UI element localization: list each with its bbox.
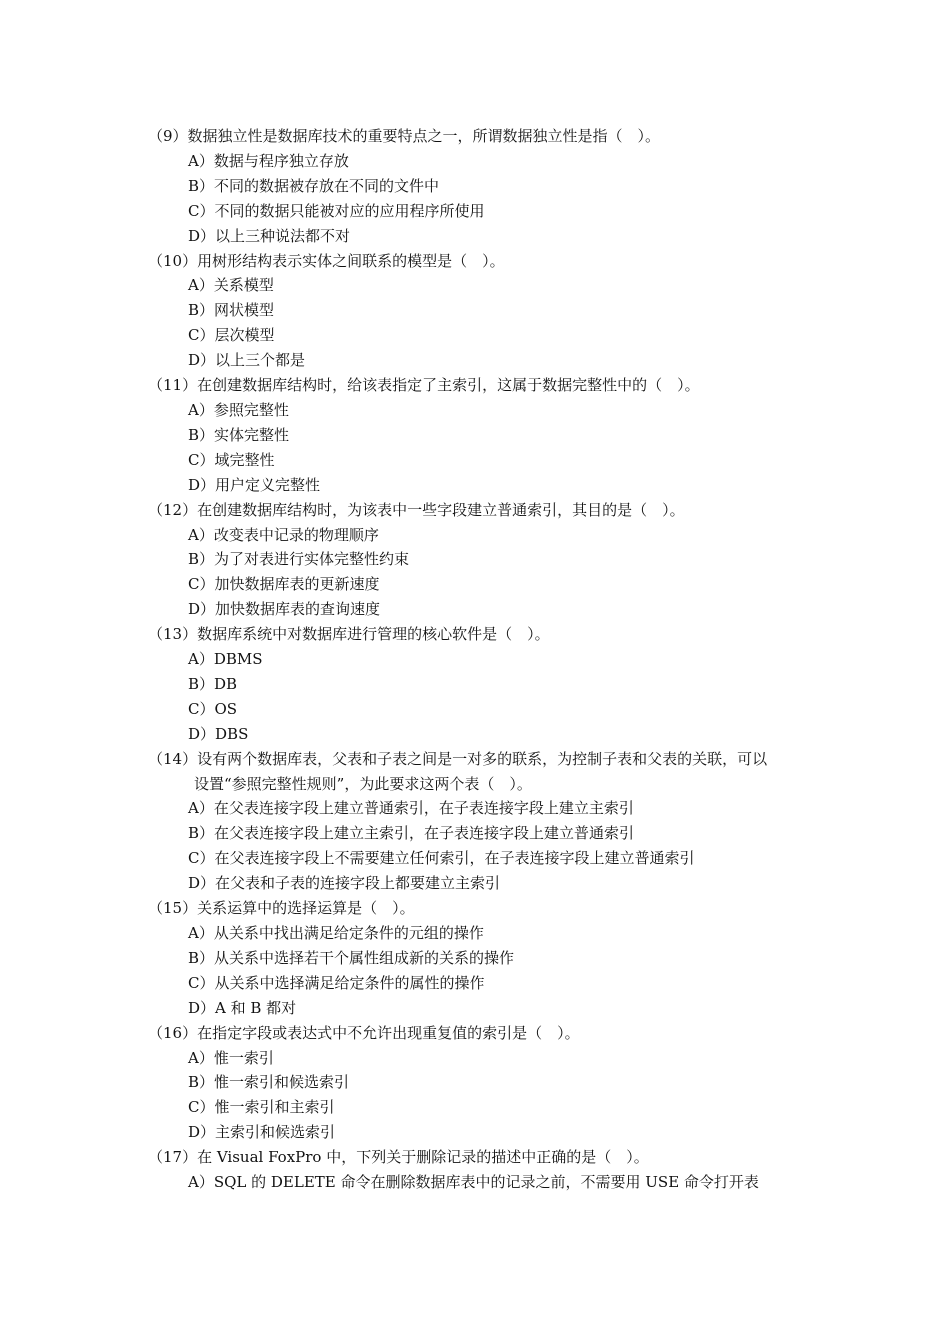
question-text-continued: 设置“参照完整性规则”，为此要求这两个表（ ）。 [194,774,532,793]
question-number: （16） [148,1023,198,1042]
question-stem [148,1021,828,1046]
question-text: 在创建数据库结构时，为该表中一些字段建立普通索引，其目的是（ ）。 [197,500,685,519]
question-12 [148,498,828,623]
option-a: A）数据与程序独立存放 [188,151,349,170]
question-9 [148,124,828,249]
question-stem [148,747,828,772]
question-number: （14） [148,749,198,768]
question-13 [148,622,828,747]
question-text: 在创建数据库结构时，给该表指定了主索引，这属于数据完整性中的（ ）。 [197,376,700,395]
option-c: C）不同的数据只能被对应的应用程序所使用 [188,201,485,220]
question-text: 设有两个数据库表，父表和子表之间是一对多的联系，为控制子表和父表的关联，可以 [197,749,768,768]
question-stem [148,622,828,647]
question-stem-continuation [148,772,828,797]
question-14 [148,747,828,896]
option-c: C）在父表连接字段上不需要建立任何索引，在子表连接字段上建立普通索引 [188,849,695,868]
option-c: C）OS [188,699,238,718]
option-a: A）SQL 的 DELETE 命令在删除数据库表中的记录之前，不需要用 USE 命令打开表 [188,1173,759,1192]
question-stem [148,896,828,921]
option-a: A）参照完整性 [188,400,289,419]
question-number: （12） [148,500,198,519]
option-d: D）加快数据库表的查询速度 [188,600,381,619]
question-17 [148,1145,828,1195]
question-10 [148,249,828,374]
option-c: C）层次模型 [188,326,275,345]
question-stem [148,373,828,398]
option-b: B）DB [188,674,238,693]
question-text: 关系运算中的选择运算是（ ）。 [197,899,415,918]
option-a: A）DBMS [188,650,263,669]
question-stem [148,249,828,274]
question-11 [148,373,828,498]
option-d: D）A 和 B 都对 [188,998,297,1017]
option-d: D）以上三种说法都不对 [188,226,351,245]
option-d: D）主索引和候选索引 [188,1123,336,1142]
option-b: B）为了对表进行实体完整性约束 [188,550,410,569]
question-stem [148,498,828,523]
option-a: A）惟一索引 [188,1048,274,1067]
option-b: B）在父表连接字段上建立主索引，在子表连接字段上建立普通索引 [188,824,635,843]
question-text: 数据独立性是数据库技术的重要特点之一，所谓数据独立性是指（ ）。 [187,127,661,145]
option-b: B）网状模型 [188,301,275,320]
question-number: （15） [148,899,198,918]
question-number: （13） [148,625,198,644]
question-text: 数据库系统中对数据库进行管理的核心软件是（ ）。 [197,625,550,644]
option-a: A）关系模型 [188,276,274,295]
question-number: （9） [148,127,188,145]
option-a: A）从关系中找出满足给定条件的元组的操作 [188,924,484,942]
question-stem [148,124,828,149]
option-a: A）在父表连接字段上建立普通索引，在子表连接字段上建立主索引 [188,799,634,818]
question-16 [148,1021,828,1146]
option-a: A）改变表中记录的物理顺序 [188,525,379,544]
option-c: C）从关系中选择满足给定条件的属性的操作 [188,973,485,992]
question-number: （11） [148,376,198,395]
option-d: D）在父表和子表的连接字段上都要建立主索引 [188,874,501,893]
option-d: D）DBS [188,724,249,743]
option-c: C）加快数据库表的更新速度 [188,575,380,594]
question-15 [148,896,828,1021]
option-c: C）惟一索引和主索引 [188,1098,335,1117]
option-b: B）不同的数据被存放在不同的文件中 [188,176,440,195]
question-list [148,124,828,1195]
option-b: B）惟一索引和候选索引 [188,1073,350,1092]
question-text: 在指定字段或表达式中不允许出现重复值的索引是（ ）。 [197,1023,580,1042]
option-c: C）域完整性 [188,450,275,469]
question-text: 在 Visual FoxPro 中，下列关于删除记录的描述中正确的是（ ）。 [197,1148,649,1167]
question-stem [148,1145,828,1170]
option-d: D）以上三个都是 [188,351,306,370]
question-text: 用树形结构表示实体之间联系的模型是（ ）。 [197,251,505,270]
option-b: B）从关系中选择若干个属性组成新的关系的操作 [188,948,515,967]
option-b: B）实体完整性 [188,425,290,444]
question-number: （17） [148,1148,198,1167]
option-d: D）用户定义完整性 [188,475,321,494]
question-number: （10） [148,251,198,270]
